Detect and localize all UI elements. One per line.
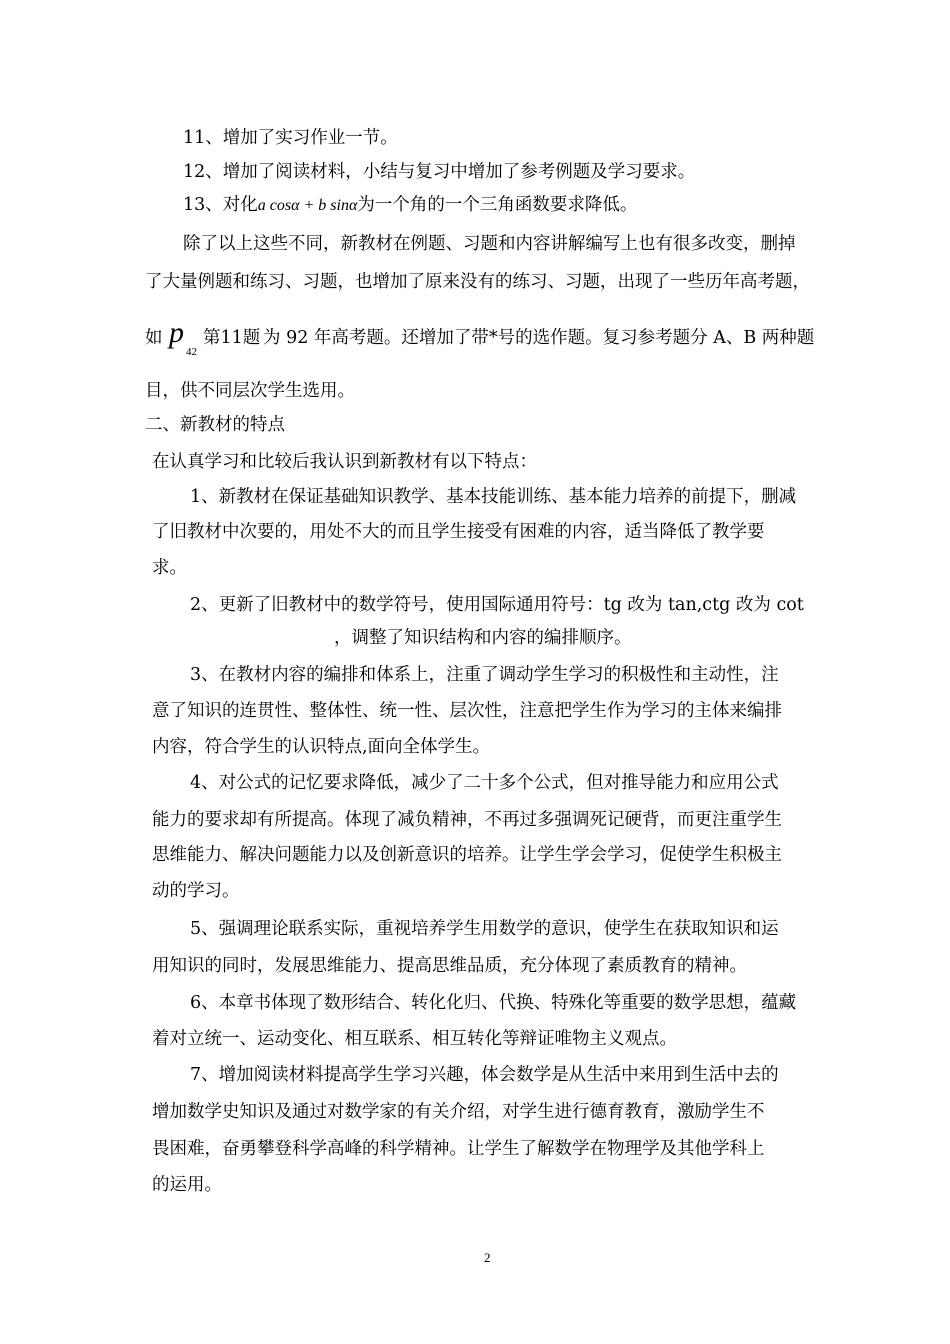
paragraph-line: 用知识的同时，发展思维能力、提高思维品质，充分体现了素质教育的精神。	[152, 956, 747, 976]
paragraph-line: 3、在教材内容的编排和体系上，注重了调动学生学习的积极性和主动性，注	[190, 665, 779, 685]
paragraph-line: 增加数学史知识及通过对数学家的有关介绍，对学生进行德育教育，激励学生不	[152, 1102, 765, 1122]
paragraph-line: 除了以上这些不同，新教材在例题、习题和内容讲解编写上也有很多改变，删掉	[183, 234, 796, 254]
paragraph-line: 能力的要求却有所提高。体现了减负精神，不再过多强调死记硬背，而更注重学生	[152, 810, 782, 830]
paragraph-line: 6、本章书体现了数形结合、转化化归、代换、特殊化等重要的数学思想，蕴藏	[190, 993, 797, 1013]
paragraph-line: 畏困难，奋勇攀登科学高峰的科学精神。让学生了解数学在物理学及其他学科上	[152, 1139, 765, 1159]
paragraph-line: 求。	[152, 558, 187, 578]
paragraph-line: 了大量例题和练习、习题，也增加了原来没有的练习、习题，出现了一些历年高考题，	[145, 272, 810, 292]
paragraph-line: 如	[145, 328, 163, 348]
math-subscript: 42	[186, 346, 197, 358]
paragraph-line: 目，供不同层次学生选用。	[145, 381, 355, 401]
exercise-reference: 第11题	[203, 328, 261, 348]
paragraph-line: 为 92 年高考题。还增加了带*号的选作题。复习参考题分 A、B 两种题	[263, 328, 815, 348]
paragraph-line: 动的学习。	[152, 881, 240, 901]
text-line-11: 11、增加了实习作业一节。	[183, 128, 398, 148]
text-line-12: 12、增加了阅读材料，小结与复习中增加了参考例题及学习要求。	[183, 162, 696, 182]
paragraph-line: 7、增加阅读材料提高学生学习兴趣，体会数学是从生活中来用到生活中去的	[190, 1065, 779, 1085]
math-expression: a cosα + b sinα	[257, 197, 358, 214]
math-p-symbol: p	[169, 316, 184, 349]
page-number: 2	[484, 1250, 491, 1265]
paragraph-line: 在认真学习和比较后我认识到新教材有以下特点：	[152, 452, 537, 472]
paragraph-line: 4、对公式的记忆要求降低，减少了二十多个公式，但对推导能力和应用公式	[190, 773, 779, 793]
paragraph-line: 5、强调理论联系实际，重视培养学生用数学的意识，使学生在获取知识和运	[190, 919, 779, 939]
text-line-13-suffix: 为一个角的一个三角函数要求降低。	[357, 195, 638, 215]
paragraph-line: 思维能力、解决问题能力以及创新意识的培养。让学生学会学习，促使学生积极主	[152, 845, 782, 865]
paragraph-line: 意了知识的连贯性、整体性、统一性、层次性，注意把学生作为学习的主体来编排	[152, 701, 782, 721]
paragraph-line: 着对立统一、运动变化、相互联系、相互转化等辩证唯物主义观点。	[152, 1029, 677, 1049]
text-line-13	[183, 193, 637, 218]
paragraph-line: ，调整了知识结构和内容的编排顺序。	[334, 628, 632, 648]
paragraph-line: 了旧教材中次要的，用处不大的而且学生接受有困难的内容，适当降低了教学要	[152, 522, 765, 542]
paragraph-line: 1、新教材在保证基础知识教学、基本技能训练、基本能力培养的前提下，删减	[190, 487, 797, 507]
text-line-13-prefix: 13、对化	[183, 195, 258, 215]
paragraph-line: 2、更新了旧教材中的数学符号，使用国际通用符号：tg 改为 tan,ctg 改为 cot	[190, 595, 804, 615]
section-heading: 二、新教材的特点	[145, 415, 285, 435]
paragraph-line: 内容，符合学生的认识特点,面向全体学生。	[152, 737, 491, 757]
paragraph-line: 的运用。	[152, 1175, 222, 1195]
